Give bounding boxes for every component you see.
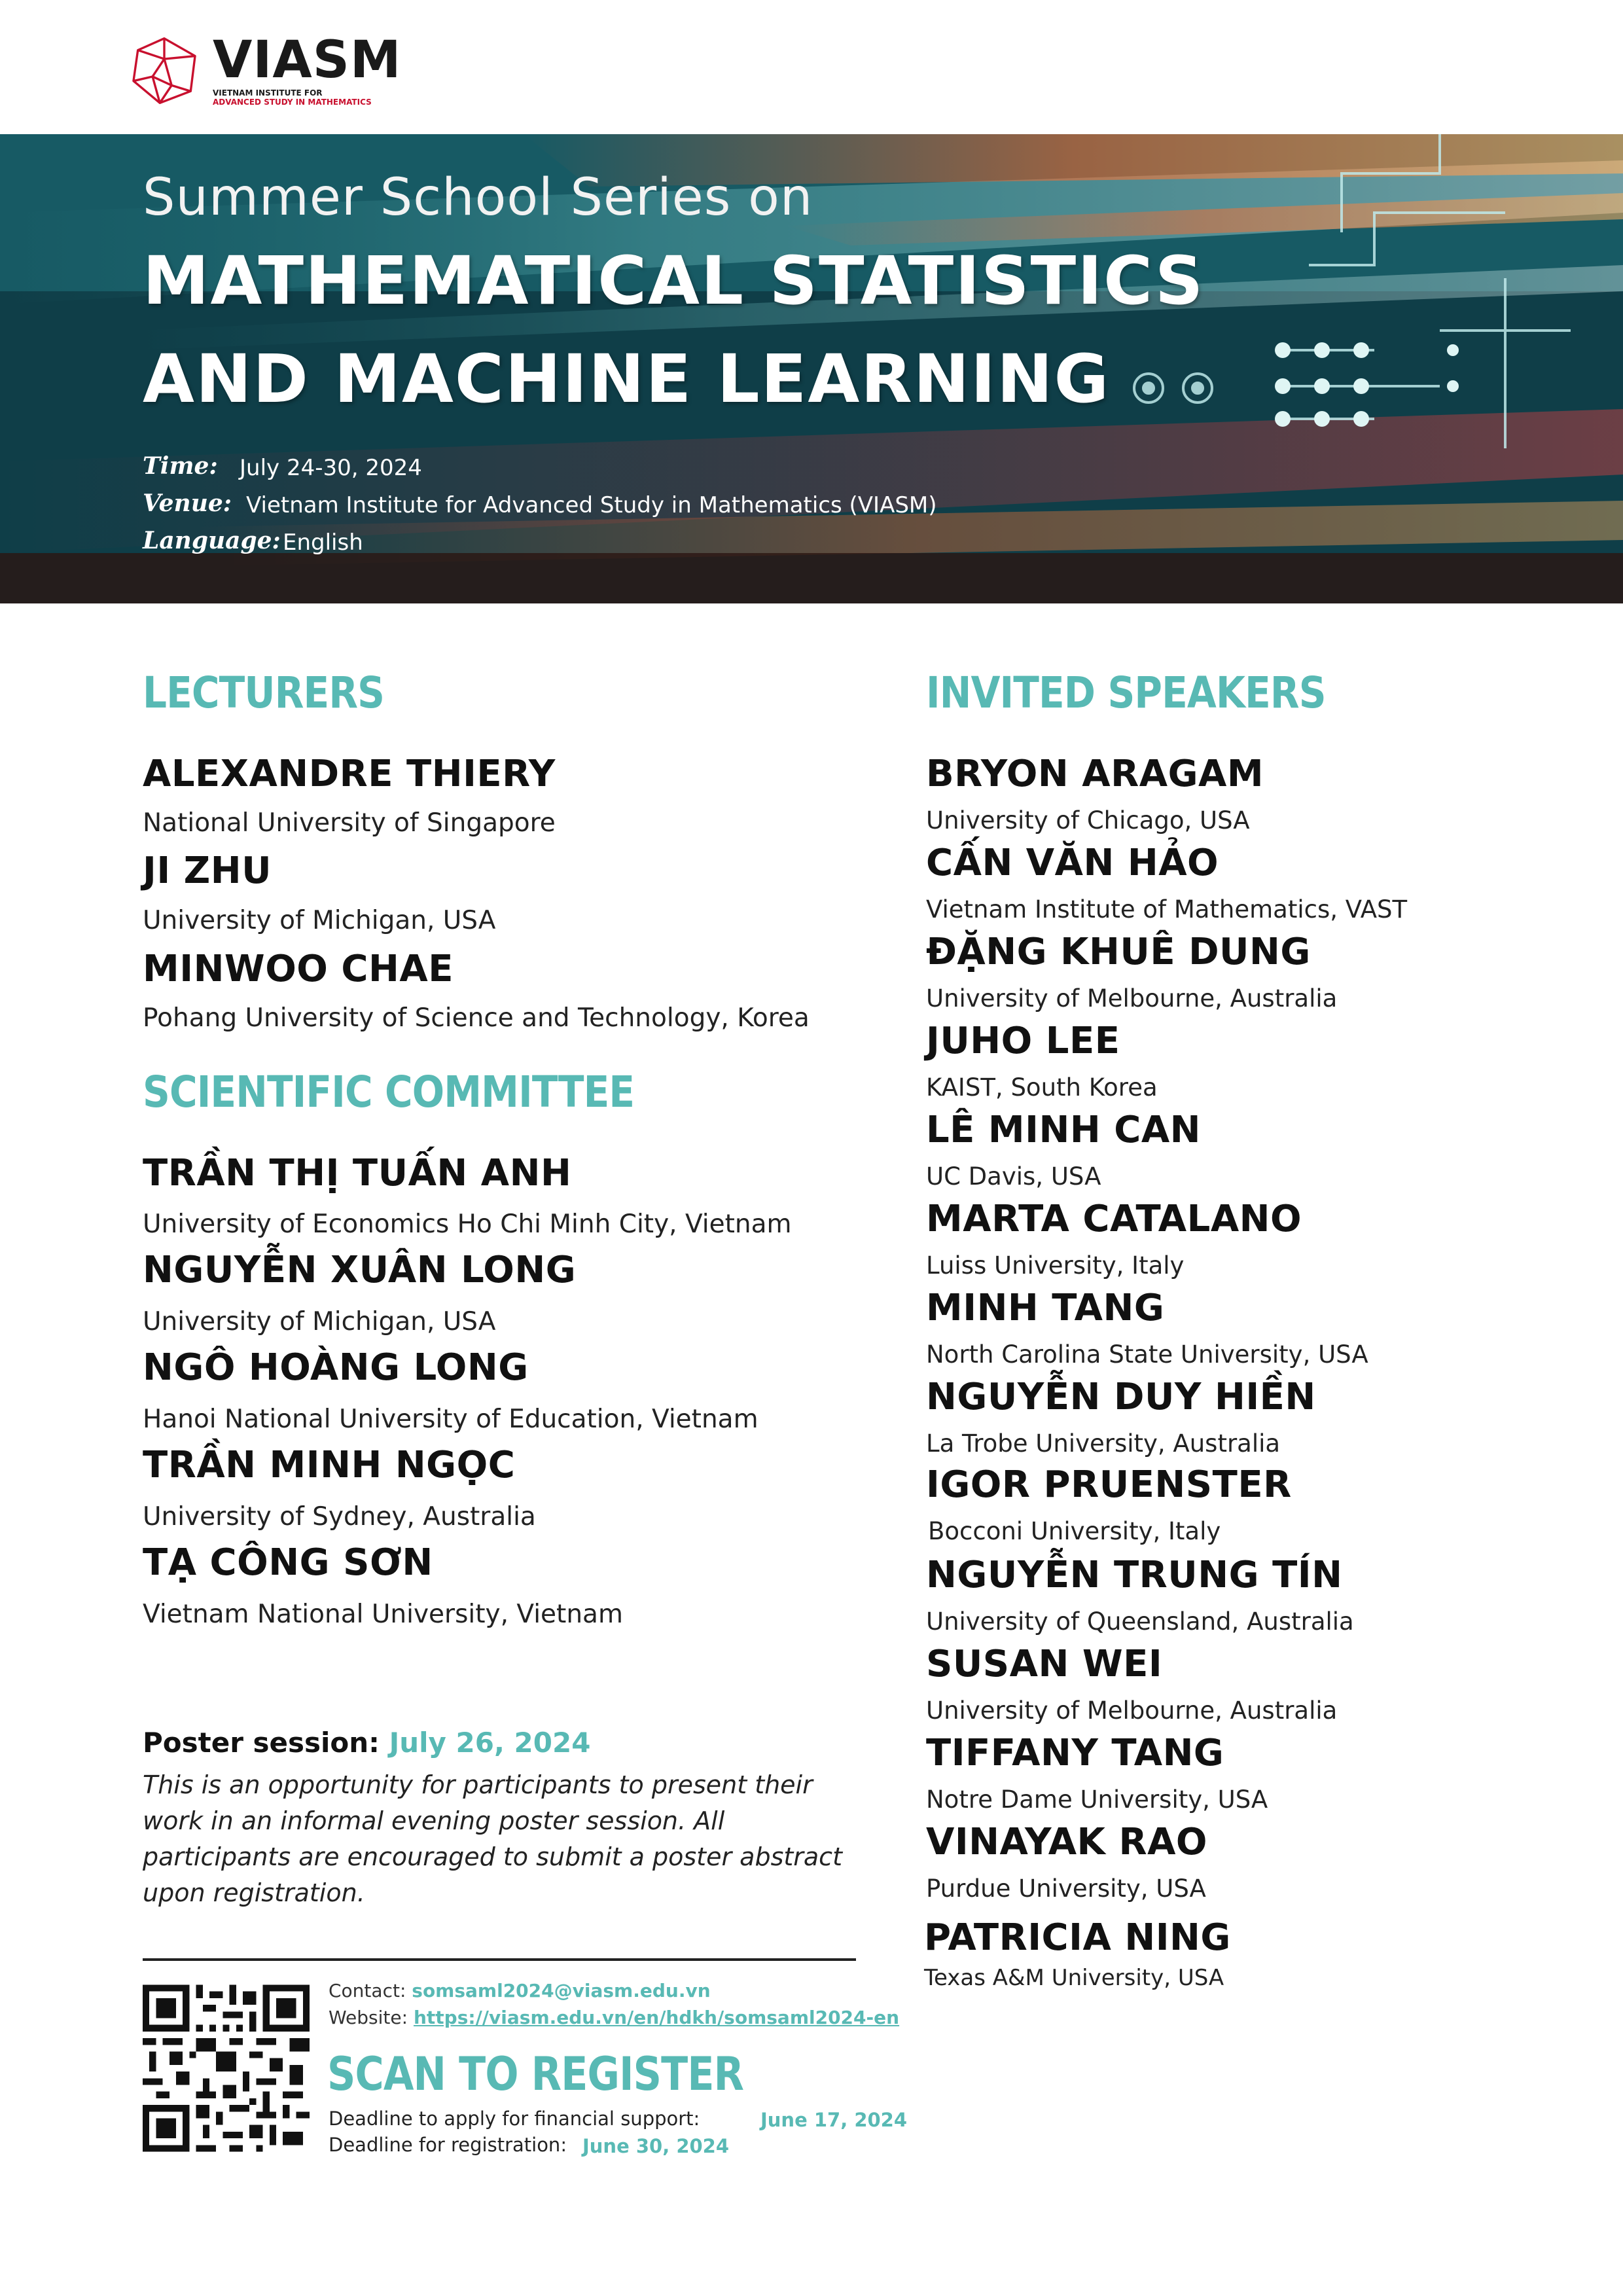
speaker-name: MARTA CATALANO bbox=[926, 1198, 1302, 1240]
committee-member-name: TRẦN THỊ TUẤN ANH bbox=[143, 1152, 572, 1194]
committee-member-name: NGUYỄN XUÂN LONG bbox=[143, 1249, 577, 1291]
speaker-affiliation: Luiss University, Italy bbox=[926, 1251, 1185, 1280]
speaker-name: NGUYỄN DUY HIỀN bbox=[926, 1376, 1316, 1418]
lecturer-affiliation: University of Michigan, USA bbox=[143, 906, 496, 935]
speaker-affiliation: Purdue University, USA bbox=[926, 1874, 1206, 1903]
committee-member-affiliation: University of Sydney, Australia bbox=[143, 1502, 536, 1532]
poster-session-label: Poster session: bbox=[143, 1727, 380, 1759]
committee-member-affiliation: University of Michigan, USA bbox=[143, 1307, 496, 1336]
speaker-affiliation: Bocconi University, Italy bbox=[928, 1517, 1221, 1545]
speaker-affiliation: La Trobe University, Australia bbox=[926, 1429, 1281, 1458]
speaker-affiliation: KAIST, South Korea bbox=[926, 1073, 1158, 1102]
time-label: Time: bbox=[143, 452, 218, 480]
lecturer-affiliation: Pohang University of Science and Technology, Korea bbox=[143, 1003, 810, 1033]
committee-member-name: TẠ CÔNG SƠN bbox=[143, 1541, 433, 1584]
contact-email-link[interactable]: somsaml2024@viasm.edu.vn bbox=[412, 1980, 711, 2001]
venue-row bbox=[143, 490, 937, 518]
venue-label: Venue: bbox=[143, 490, 232, 517]
lecturer-name: MINWOO CHAE bbox=[143, 948, 454, 990]
language-label: Language: bbox=[143, 527, 281, 554]
speaker-affiliation: University of Chicago, USA bbox=[926, 806, 1250, 834]
speaker-affiliation: Notre Dame University, USA bbox=[926, 1785, 1268, 1814]
speaker-name: ĐẶNG KHUÊ DUNG bbox=[926, 931, 1311, 973]
banner-subtitle: Summer School Series on bbox=[143, 168, 813, 227]
time-row bbox=[143, 452, 422, 481]
lecturer-name: JI ZHU bbox=[143, 850, 272, 892]
language-value: English bbox=[283, 529, 363, 556]
lecturer-affiliation: National University of Singapore bbox=[143, 808, 556, 838]
speaker-name: JUHO LEE bbox=[926, 1020, 1120, 1062]
committee-member-affiliation: Hanoi National University of Education, Vietnam bbox=[143, 1405, 758, 1434]
lecturer-name: ALEXANDRE THIERY bbox=[143, 753, 556, 795]
section-divider bbox=[143, 1958, 856, 1961]
committee-member-affiliation: Vietnam National University, Vietnam bbox=[143, 1600, 623, 1629]
logo-subtitle-2: ADVANCED STUDY IN MATHEMATICS bbox=[213, 98, 372, 107]
speaker-name: MINH TANG bbox=[926, 1287, 1165, 1329]
language-row bbox=[143, 527, 363, 556]
speaker-affiliation: University of Melbourne, Australia bbox=[926, 1696, 1338, 1725]
logo-subtitle-1: VIETNAM INSTITUTE FOR bbox=[213, 88, 323, 98]
website-line bbox=[329, 2007, 899, 2028]
speaker-name: NGUYỄN TRUNG TÍN bbox=[926, 1554, 1343, 1596]
banner-title-line-2: AND MACHINE LEARNING bbox=[143, 340, 1111, 418]
hero-banner bbox=[0, 134, 1623, 603]
financial-deadline-line bbox=[329, 2108, 908, 2131]
registration-deadline-line bbox=[329, 2134, 730, 2157]
committee-member-name: TRẦN MINH NGỌC bbox=[143, 1444, 516, 1486]
committee-member-name: NGÔ HOÀNG LONG bbox=[143, 1346, 529, 1389]
website-link[interactable]: https://viasm.edu.vn/en/hdkh/somsaml2024-en bbox=[413, 2007, 900, 2028]
speaker-name: CẤN VĂN HẢO bbox=[926, 842, 1219, 884]
speaker-name: VINAYAK RAO bbox=[926, 1821, 1208, 1863]
speaker-affiliation: Vietnam Institute of Mathematics, VAST bbox=[926, 895, 1408, 924]
speaker-affiliation: North Carolina State University, USA bbox=[926, 1340, 1368, 1369]
lecturers-heading: LECTURERS bbox=[143, 668, 385, 718]
poster-session-description: This is an opportunity for participants to present their work in an informal evening poster session. All participants are encouraged to submit a poster abstract upon registration. bbox=[143, 1770, 842, 1907]
speakers-heading: INVITED SPEAKERS bbox=[926, 668, 1326, 718]
speaker-affiliation: University of Queensland, Australia bbox=[926, 1607, 1354, 1636]
time-value: July 24-30, 2024 bbox=[240, 455, 422, 481]
contact-line bbox=[329, 1980, 711, 2001]
poster-session-date: July 26, 2024 bbox=[389, 1727, 591, 1759]
registration-deadline-label: Deadline for registration: bbox=[329, 2134, 567, 2156]
speaker-name: LÊ MINH CAN bbox=[926, 1109, 1202, 1151]
financial-deadline-label: Deadline to apply for financial support: bbox=[329, 2108, 700, 2130]
banner-title-line-1: MATHEMATICAL STATISTICS bbox=[143, 242, 1205, 320]
speaker-affiliation: University of Melbourne, Australia bbox=[926, 984, 1338, 1013]
polyhedron-logo-icon bbox=[128, 34, 201, 107]
speaker-name: IGOR PRUENSTER bbox=[926, 1463, 1292, 1506]
speaker-name: SUSAN WEI bbox=[926, 1643, 1163, 1685]
financial-deadline-date: June 17, 2024 bbox=[760, 2109, 908, 2131]
qr-code-icon[interactable] bbox=[143, 1983, 310, 2153]
committee-member-affiliation: University of Economics Ho Chi Minh City, Vietnam bbox=[143, 1210, 792, 1239]
registration-deadline-date: June 30, 2024 bbox=[582, 2135, 730, 2157]
viasm-logo bbox=[128, 31, 402, 110]
speaker-affiliation: Texas A&M University, USA bbox=[924, 1965, 1224, 1991]
venue-value: Vietnam Institute for Advanced Study in Mathematics (VIASM) bbox=[246, 492, 937, 518]
speaker-name: BRYON ARAGAM bbox=[926, 753, 1264, 795]
contact-label: Contact: bbox=[329, 1980, 406, 2001]
website-label: Website: bbox=[329, 2007, 408, 2028]
logo-name: VIASM bbox=[213, 31, 402, 90]
scan-to-register-heading: SCAN TO REGISTER bbox=[327, 2047, 744, 2101]
poster-session-heading bbox=[143, 1727, 590, 1759]
speaker-affiliation: UC Davis, USA bbox=[926, 1162, 1101, 1191]
speaker-name: PATRICIA NING bbox=[924, 1916, 1231, 1959]
speaker-name: TIFFANY TANG bbox=[926, 1732, 1224, 1774]
committee-heading: SCIENTIFIC COMMITTEE bbox=[143, 1067, 635, 1117]
